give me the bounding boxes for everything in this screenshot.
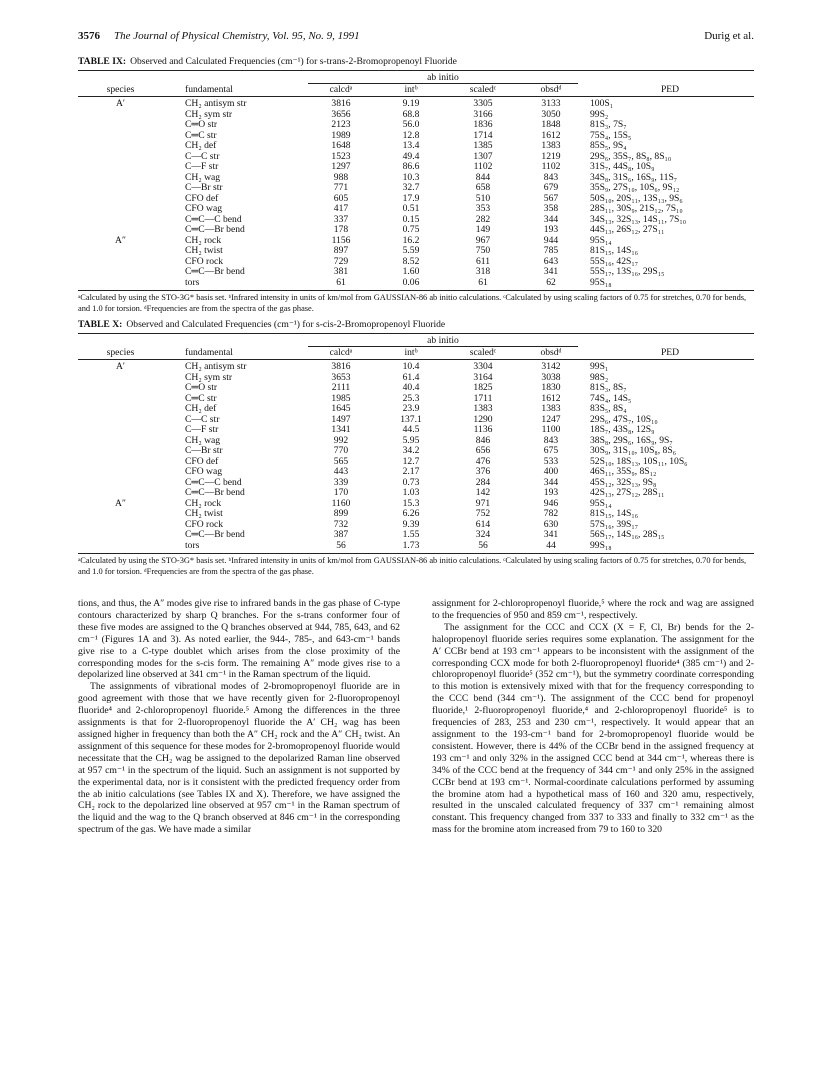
obsd-cell: 3050: [541, 108, 561, 120]
body-column-left: [78, 598, 400, 836]
fundamental-cell: CH₂ wag: [185, 434, 221, 446]
col-int: intᵇ: [404, 347, 418, 358]
obsd-cell: 675: [543, 445, 559, 456]
int-cell: 12.7: [402, 455, 420, 467]
col-species: species: [106, 347, 135, 358]
int-cell: 34.2: [402, 445, 420, 456]
ped-cell: 28S₁₁, 30S₉, 21S₁₂, 7S₁₀: [590, 203, 683, 214]
obsd-cell: 1383: [541, 403, 561, 414]
table-caption: [78, 319, 445, 330]
fundamental-cell: tors: [185, 539, 200, 551]
fundamental-cell: CH₂ antisym str: [185, 98, 247, 109]
obsd-cell: 567: [543, 192, 559, 204]
obsd-cell: 358: [543, 203, 559, 214]
species-label: A′: [115, 361, 126, 372]
fundamental-cell: C═C—C bend: [185, 213, 242, 225]
calcd-cell: 899: [333, 508, 349, 519]
table-row: [78, 488, 754, 499]
scaled-cell: 1714: [473, 129, 493, 141]
obsd-cell: 782: [543, 508, 559, 519]
ped-cell: 81S₁₅, 14S₁₆: [590, 508, 639, 519]
calcd-cell: 3816: [331, 361, 351, 372]
int-cell: 49.4: [402, 150, 420, 162]
ped-cell: 81S₃, 7S₇: [590, 119, 627, 130]
table-footnote: ᵃCalculated by using the STO-3G* basis set. ᵇInfrared intensity in units of km/mol from GAUSSIAN-86 ab initio calculations. ᶜCalculated by using scaling factors of 0.75 for stretches, 0.70 for bends, and 1.0 for torsion. ᵈFrequencies are from the spectra of the gas phase.: [78, 556, 747, 576]
calcd-cell: 337: [333, 213, 349, 225]
scaled-cell: 1825: [473, 382, 493, 393]
col-ped: PED: [660, 84, 680, 95]
col-fundamental: fundamental: [185, 84, 233, 95]
body-paragraph: The assignment for the CCC and CCX (X = F, Cl, Br) bends for the 2-halopropenoyl fluoride series requires some explanation. The assignment for the A′ CCBr bend at 193 cm⁻¹ appears to be inconsistent with the assignment of the corresponding CCX mode for both 2-fluoropropenoyl fluoride⁴ (385 cm⁻¹) and 2-chloropropenoyl fluoride⁵ (352 cm⁻¹), but the symmetry coordinate corresponding to this motion is extensively mixed with that for the frequency corresponding to the CCC bend (344 cm⁻¹). The assignment of the CCC bend for propenoyl fluoride,¹ 2-fluoropropenoyl fluoride,⁴ and 2-chloropropenoyl fluoride⁵ is to frequencies of 283, 253 and 230 cm⁻¹, respectively. It would appear that an assignment to the 193-cm⁻¹ band for 2-bromopropenoyl fluoride would be consistent. However, there is 44% of the CCBr bend in the assigned frequency at 193 cm⁻¹ and only 32% in the assigned CCC bend at 344 cm⁻¹, whereas there is 34% of the CCC bend at the frequency of 344 cm⁻¹ and only 25% in the assigned CCBr bend at 193 cm⁻¹. Normal-coordinate calculations performed by assuming the bromine atom had a hypothetical mass of 160 and 320 amu, respectively, resulted in the unscaled calculated frequency of 337 cm⁻¹ remaining almost constant. This frequency changed from 337 to 333 and finally to 332 cm⁻¹ as the mass for the bromine atom increased from 79 to 160 to 320: [432, 621, 754, 836]
calcd-cell: 770: [333, 445, 349, 456]
int-cell: 1.60: [402, 266, 420, 277]
scaled-cell: 1711: [473, 392, 493, 404]
calcd-cell: 1645: [331, 403, 351, 414]
obsd-cell: 785: [543, 245, 559, 256]
fundamental-cell: CH₂ rock: [185, 497, 222, 509]
calcd-cell: 771: [333, 182, 349, 193]
obsd-cell: 843: [543, 434, 559, 446]
scaled-cell: 750: [475, 245, 491, 256]
scaled-cell: 353: [475, 203, 491, 214]
scaled-cell: 376: [475, 466, 491, 477]
int-cell: 40.4: [402, 382, 420, 393]
scaled-cell: 1290: [473, 413, 493, 425]
int-cell: 0.51: [402, 203, 420, 214]
table-header-rule: [78, 96, 754, 97]
int-cell: 25.3: [402, 392, 420, 404]
ped-cell: 29S₆, 35S₇, 8S₈, 8S₁₀: [590, 150, 672, 162]
running-authors: Durig et al.: [704, 30, 754, 42]
int-cell: 137.1: [400, 413, 422, 425]
ped-cell: 98S₂: [590, 371, 609, 383]
ped-cell: 99S₁₈: [590, 539, 612, 551]
fundamental-cell: C═O str: [185, 119, 218, 130]
page-number: 3576: [78, 30, 100, 42]
ped-cell: 38S₈, 29S₆, 16S₉, 9S₇: [590, 434, 673, 446]
fundamental-cell: C—Br str: [185, 182, 223, 193]
calcd-cell: 729: [333, 255, 349, 267]
table-row: [78, 530, 754, 541]
scaled-cell: 846: [475, 434, 491, 446]
table-row: [78, 204, 754, 215]
int-cell: 13.4: [402, 140, 420, 151]
ped-cell: 99S₁: [590, 361, 609, 372]
table-x: [78, 319, 754, 581]
obsd-cell: 193: [543, 224, 559, 235]
obsd-cell: 1219: [541, 150, 561, 162]
obsd-cell: 62: [546, 276, 556, 288]
calcd-cell: 381: [333, 266, 349, 277]
obsd-cell: 1102: [541, 161, 561, 172]
ped-cell: 83S₅, 8S₄: [590, 403, 627, 414]
obsd-cell: 679: [543, 182, 559, 193]
table-header-row: [78, 348, 754, 359]
calcd-cell: 2123: [331, 119, 351, 130]
calcd-cell: 56: [336, 539, 346, 551]
scaled-cell: 142: [475, 487, 491, 498]
fundamental-cell: CFO wag: [185, 466, 223, 477]
group-header: ab initio: [427, 72, 459, 83]
fundamental-cell: C═C str: [185, 129, 217, 141]
fundamental-cell: CFO wag: [185, 203, 223, 214]
ped-cell: 95S₁₄: [590, 497, 612, 509]
fundamental-cell: CH₂ antisym str: [185, 361, 247, 372]
scaled-cell: 3166: [473, 108, 493, 120]
table-bottom-rule: [78, 290, 754, 291]
calcd-cell: 605: [333, 192, 349, 204]
scaled-cell: 318: [475, 266, 491, 277]
ped-cell: 30S₉, 31S₁₀, 10S₈, 8S₆: [590, 445, 677, 456]
calcd-cell: 1497: [331, 413, 351, 425]
scaled-cell: 510: [475, 192, 491, 204]
calcd-cell: 387: [333, 529, 349, 540]
int-cell: 86.6: [402, 161, 420, 172]
int-cell: 12.8: [402, 129, 420, 141]
table-row: [78, 509, 754, 520]
table-header-rule: [78, 359, 754, 360]
scaled-cell: 967: [475, 234, 491, 246]
ped-cell: 42S₁₃, 27S₁₂, 28S₁₁: [590, 487, 665, 498]
calcd-cell: 1985: [331, 392, 351, 404]
table-title: Observed and Calculated Frequencies (cm⁻¹) for s-trans-2-Bromopropenoyl Fluoride: [130, 56, 457, 67]
ped-cell: 95S₁₄: [590, 234, 612, 246]
int-cell: 8.52: [402, 255, 420, 267]
table-row: [78, 404, 754, 415]
calcd-cell: 178: [333, 224, 349, 235]
body-paragraph: The assignments of vibrational modes of 2-bromopropenoyl fluoride are in good agreement with those that we have recently given for 2-fluoropropenoyl fluoride⁴ and 2-chloropropenoyl fluoride.⁵ Among the differences in the three assignments is that for 2-fluoropropenoyl fluoride the A′ CH₂ wag has been assigned higher in frequency than both the A″ CH₂ rock and the A″ CH₂ twist. An assignment of this sequence for these modes for 2-bromopropenoyl fluoride would necessitate that the CH₂ wag be assigned to the depolarized Raman line observed at 957 cm⁻¹ in the spectrum of the liquid. Such an assignment is not supported by the experimental data, nor is it consistent with the predicted frequency order from the ab initio calculations (see Tables IX and X). Therefore, we have assigned the CH₂ rock to the depolarized line observed at 957 cm⁻¹ in the Raman spectrum of the liquid and the wag to the Q branch observed at 846 cm⁻¹ in the corresponding spectrum of the gas. We have made a similar: [78, 681, 400, 836]
int-cell: 9.39: [402, 518, 420, 530]
calcd-cell: 732: [333, 518, 349, 530]
obsd-cell: 1247: [541, 413, 561, 425]
int-cell: 5.95: [402, 434, 420, 446]
ped-cell: 34S₁₃, 32S₁₃, 14S₁₁, 7S₁₀: [590, 213, 687, 225]
scaled-cell: 752: [475, 508, 491, 519]
table-ix: [78, 56, 754, 313]
col-int: intᵇ: [404, 84, 418, 95]
int-cell: 1.73: [402, 539, 420, 551]
species-label: A′: [115, 98, 126, 109]
calcd-cell: 339: [333, 476, 349, 488]
fundamental-cell: C—C str: [185, 413, 220, 425]
fundamental-cell: C═C—Br bend: [185, 487, 245, 498]
int-cell: 23.9: [402, 403, 420, 414]
obsd-cell: 3142: [541, 361, 561, 372]
scaled-cell: 1385: [473, 140, 493, 151]
ped-cell: 18S₇, 43S₈, 12S₉: [590, 424, 655, 435]
calcd-cell: 170: [333, 487, 349, 498]
obsd-cell: 3133: [541, 98, 561, 109]
scaled-cell: 3305: [473, 98, 493, 109]
fundamental-cell: C═C—Br bend: [185, 266, 245, 277]
int-cell: 0.75: [402, 224, 420, 235]
table-header-row: [78, 85, 754, 96]
table-row: [78, 162, 754, 173]
table-row: [78, 383, 754, 394]
obsd-cell: 1612: [541, 392, 561, 404]
col-obsd: obsdᵈ: [540, 347, 562, 358]
int-cell: 15.3: [402, 497, 420, 509]
table-row: [78, 278, 754, 289]
calcd-cell: 1156: [331, 234, 351, 246]
obsd-cell: 400: [543, 466, 559, 477]
table-row: [78, 120, 754, 131]
int-cell: 6.26: [402, 508, 420, 519]
calcd-cell: 988: [333, 171, 349, 183]
ped-cell: 45S₁₂, 32S₁₃, 9S₈: [590, 476, 657, 488]
fundamental-cell: CH₂ wag: [185, 171, 221, 183]
calcd-cell: 1989: [331, 129, 351, 141]
table-footnote: ᵃCalculated by using the STO-3G* basis set. ᵇInfrared intensity in units of km/mol from GAUSSIAN-86 ab initio calculations. ᶜCalculated by using scaling factors of 0.75 for stretches, 0.70 for bends, and 1.0 for torsion. ᵈFrequencies are from the spectra of the gas phase.: [78, 293, 747, 313]
scaled-cell: 3304: [473, 361, 493, 372]
scaled-cell: 324: [475, 529, 491, 540]
obsd-cell: 1100: [541, 424, 561, 435]
obsd-cell: 1383: [541, 140, 561, 151]
int-cell: 0.06: [402, 276, 420, 288]
table-row: [78, 362, 754, 373]
obsd-cell: 344: [543, 213, 559, 225]
scaled-cell: 611: [475, 255, 491, 267]
scaled-cell: 1307: [473, 150, 493, 162]
col-calcd: calcdᵃ: [329, 84, 353, 95]
ped-cell: 55S₁₆, 42S₁₇: [590, 255, 639, 267]
int-cell: 61.4: [402, 371, 420, 383]
ped-cell: 46S₁₁, 35S₉, 8S₁₂: [590, 466, 657, 477]
calcd-cell: 443: [333, 466, 349, 477]
obsd-cell: 843: [543, 171, 559, 183]
table-bottom-rule: [78, 553, 754, 554]
ped-cell: 35S₉, 27S₁₀, 10S₆, 9S₁₂: [590, 182, 680, 193]
table-row: [78, 425, 754, 436]
int-cell: 68.8: [402, 108, 420, 120]
fundamental-cell: CFO def: [185, 192, 219, 204]
obsd-cell: 1612: [541, 129, 561, 141]
calcd-cell: 61: [336, 276, 346, 288]
scaled-cell: 1836: [473, 119, 493, 130]
obsd-cell: 341: [543, 529, 559, 540]
fundamental-cell: C═C—C bend: [185, 476, 242, 488]
table-title: Observed and Calculated Frequencies (cm⁻¹) for s-cis-2-Bromopropenoyl Fluoride: [126, 319, 446, 330]
scaled-cell: 1383: [473, 403, 493, 414]
calcd-cell: 992: [333, 434, 349, 446]
scaled-cell: 971: [475, 497, 491, 509]
group-header: ab initio: [427, 335, 459, 346]
table-row: [78, 183, 754, 194]
ped-cell: 55S₁₇, 13S₁₆, 29S₁₅: [590, 266, 665, 277]
fundamental-cell: CFO def: [185, 455, 219, 467]
obsd-cell: 3038: [541, 371, 561, 383]
obsd-cell: 944: [543, 234, 559, 246]
table-row: [78, 141, 754, 152]
scaled-cell: 282: [475, 213, 491, 225]
fundamental-cell: CH₂ def: [185, 403, 217, 414]
ped-cell: 99S₂: [590, 108, 609, 120]
table-label: TABLE IX:: [78, 56, 127, 67]
fundamental-cell: CH₂ rock: [185, 234, 222, 246]
ped-cell: 81S₁₅, 14S₁₆: [590, 245, 639, 256]
col-scaled: scaledᶜ: [469, 84, 497, 95]
calcd-cell: 1523: [331, 150, 351, 162]
int-cell: 17.9: [402, 192, 420, 204]
table-row: [78, 246, 754, 257]
table-row: [78, 467, 754, 478]
calcd-cell: 3653: [331, 371, 351, 383]
calcd-cell: 1297: [331, 161, 351, 172]
table-row: [78, 99, 754, 110]
fundamental-cell: CH₂ twist: [185, 508, 223, 519]
ped-cell: 57S₁₆, 39S₁₇: [590, 518, 639, 530]
body-paragraph: assignment for 2-chloropropenoyl fluoride,⁵ where the rock and wag are assigned to the frequencies of 950 and 859 cm⁻¹, respectively.: [432, 598, 754, 621]
calcd-cell: 897: [333, 245, 349, 256]
scaled-cell: 284: [475, 476, 491, 488]
species-label: A″: [115, 497, 126, 509]
fundamental-cell: C—C str: [185, 150, 220, 162]
obsd-cell: 193: [543, 487, 559, 498]
int-cell: 56.0: [402, 119, 420, 130]
ped-cell: 75S₄, 15S₅: [590, 129, 632, 141]
col-fundamental: fundamental: [185, 347, 233, 358]
int-cell: 10.3: [402, 171, 420, 183]
col-scaled: scaledᶜ: [469, 347, 497, 358]
calcd-cell: 2111: [331, 382, 351, 393]
int-cell: 0.15: [402, 213, 420, 225]
scaled-cell: 1102: [473, 161, 493, 172]
scaled-cell: 656: [475, 445, 491, 456]
col-calcd: calcdᵃ: [329, 347, 353, 358]
int-cell: 10.4: [402, 361, 420, 372]
fundamental-cell: tors: [185, 276, 200, 288]
fundamental-cell: C═O str: [185, 382, 218, 393]
obsd-cell: 44: [546, 539, 556, 551]
ped-cell: 95S₁₈: [590, 276, 612, 288]
ped-cell: 50S₁₀, 20S₁₁, 13S₁₃, 9S₆: [590, 192, 683, 204]
fundamental-cell: CH₂ def: [185, 140, 217, 151]
fundamental-cell: CH₂ twist: [185, 245, 223, 256]
fundamental-cell: CFO rock: [185, 518, 224, 530]
obsd-cell: 533: [543, 455, 559, 467]
int-cell: 2.17: [402, 466, 420, 477]
body-paragraph: tions, and thus, the A″ modes give rise to infrared bands in the gas phase of C-type contours characterized by sharp Q branches. For the s-trans conformer four of these five modes are assigned to the Q branches observed at 944, 785, 643, and 62 cm⁻¹ (Figures 1A and 3). As noted earlier, the 944-, 785-, and 643-cm⁻¹ bands give rise to a C-type doublet which arises from the close proximity of the corresponding modes for the s-cis form. The remaining A″ mode gives rise to a depolarized line observed at 341 cm⁻¹ in the Raman spectrum of the liquid.: [78, 598, 400, 681]
calcd-cell: 1341: [331, 424, 351, 435]
obsd-cell: 341: [543, 266, 559, 277]
int-cell: 5.59: [402, 245, 420, 256]
obsd-cell: 344: [543, 476, 559, 488]
calcd-cell: 565: [333, 455, 349, 467]
fundamental-cell: C—F str: [185, 161, 219, 172]
ped-cell: 56S₁₇, 14S₁₆, 28S₁₅: [590, 529, 665, 540]
table-row: [78, 225, 754, 236]
int-cell: 44.5: [402, 424, 420, 435]
ped-cell: 100S₁: [590, 98, 614, 109]
scaled-cell: 844: [475, 171, 491, 183]
int-cell: 1.03: [402, 487, 420, 498]
int-cell: 0.73: [402, 476, 420, 488]
ped-cell: 74S₄, 14S₅: [590, 392, 632, 404]
table-label: TABLE X:: [78, 319, 123, 330]
int-cell: 32.7: [402, 182, 420, 193]
fundamental-cell: C═C—Br bend: [185, 529, 245, 540]
table-row: [78, 267, 754, 278]
calcd-cell: 3816: [331, 98, 351, 109]
fundamental-cell: C═C—Br bend: [185, 224, 245, 235]
scaled-cell: 658: [475, 182, 491, 193]
obsd-cell: 643: [543, 255, 559, 267]
table-row: [78, 446, 754, 457]
ped-cell: 29S₆, 47S₇, 10S₁₀: [590, 413, 658, 425]
journal-citation: The Journal of Physical Chemistry, Vol. 95, No. 9, 1991: [114, 30, 360, 42]
ped-cell: 44S₁₃, 26S₁₂, 27S₁₁: [590, 224, 665, 235]
table-top-rule: [78, 333, 754, 334]
ped-cell: 81S₃, 8S₇: [590, 382, 627, 393]
int-cell: 1.55: [402, 529, 420, 540]
table-top-rule: [78, 70, 754, 71]
fundamental-cell: C—F str: [185, 424, 219, 435]
obsd-cell: 1848: [541, 119, 561, 130]
obsd-cell: 946: [543, 497, 559, 509]
table-caption: [78, 56, 457, 67]
col-species: species: [106, 84, 135, 95]
scaled-cell: 3164: [473, 371, 493, 383]
fundamental-cell: C═C str: [185, 392, 217, 404]
int-cell: 9.19: [402, 98, 420, 109]
fundamental-cell: CH₂ sym str: [185, 108, 233, 120]
ped-cell: 85S₅, 9S₄: [590, 140, 627, 151]
scaled-cell: 1136: [473, 424, 493, 435]
scaled-cell: 614: [475, 518, 491, 530]
scaled-cell: 476: [475, 455, 491, 467]
table-row: [78, 541, 754, 552]
int-cell: 16.2: [402, 234, 420, 246]
calcd-cell: 1160: [331, 497, 351, 509]
col-obsd: obsdᵈ: [540, 84, 562, 95]
ped-cell: 52S₁₀, 18S₁₃, 10S₁₁, 10S₆: [590, 455, 688, 467]
col-ped: PED: [660, 347, 680, 358]
body-column-right: [432, 598, 754, 836]
obsd-cell: 1830: [541, 382, 561, 393]
calcd-cell: 1648: [331, 140, 351, 151]
calcd-cell: 417: [333, 203, 349, 214]
species-label: A″: [115, 234, 126, 246]
fundamental-cell: C—Br str: [185, 445, 223, 456]
calcd-cell: 3656: [331, 108, 351, 120]
scaled-cell: 56: [478, 539, 488, 551]
ped-cell: 31S₇, 44S₈, 10S₉: [590, 161, 655, 172]
obsd-cell: 630: [543, 518, 559, 530]
running-header: [78, 30, 754, 48]
scaled-cell: 149: [475, 224, 491, 235]
fundamental-cell: CH₂ sym str: [185, 371, 233, 383]
ped-cell: 34S₈, 31S₆, 16S₉, 11S₇: [590, 171, 678, 183]
fundamental-cell: CFO rock: [185, 255, 224, 267]
scaled-cell: 61: [478, 276, 488, 288]
